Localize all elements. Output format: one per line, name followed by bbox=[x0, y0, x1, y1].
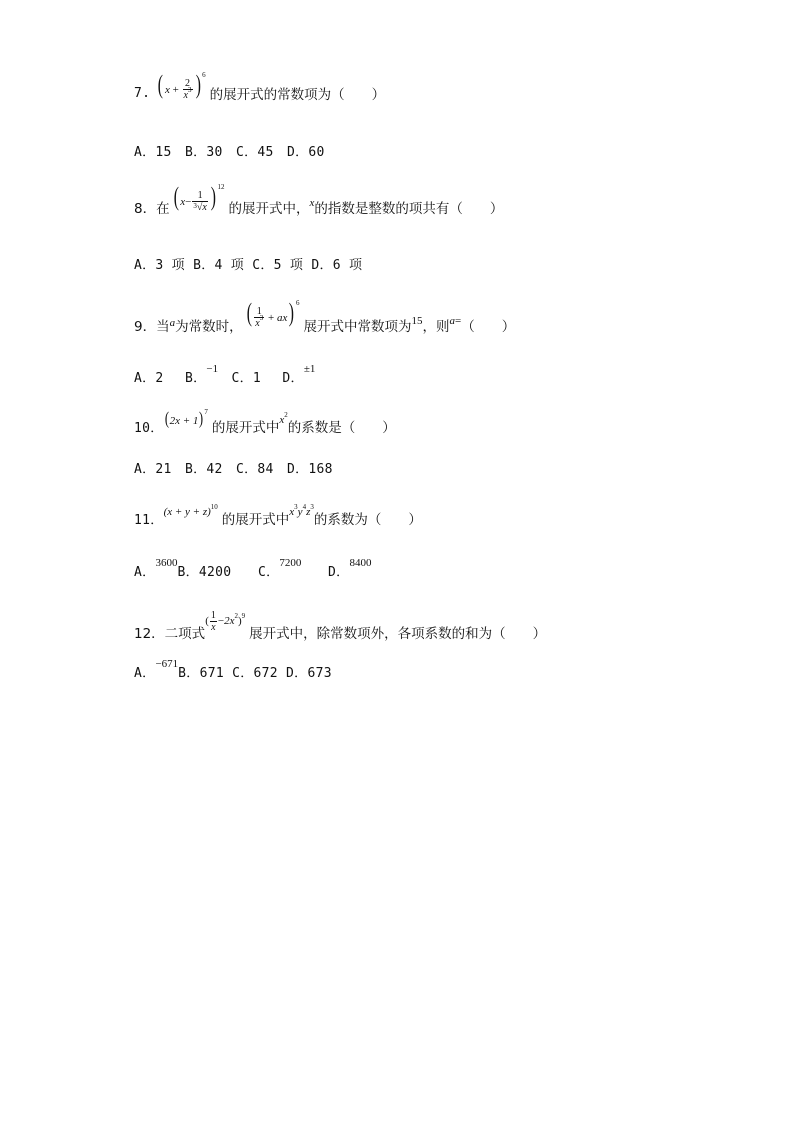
question-text: 展开式中，除常数项外，各项系数的和为（ ） bbox=[249, 625, 547, 642]
math-expression: ( $\frac{1}{x^3}$ + ax) $^6$ bbox=[246, 298, 300, 330]
math-term: $x^3y^4z^3$ bbox=[289, 503, 314, 518]
question-text: 的展开式中， bbox=[228, 201, 310, 218]
math-expression: $(2x + 1)^7$ bbox=[164, 408, 208, 428]
question-text: 的展开式中 bbox=[211, 420, 280, 436]
math-var: $x^2$ bbox=[279, 411, 288, 426]
question-10 bbox=[134, 408, 396, 436]
math-expression: ( x + $\frac{2}{x^3}$ ) $^6$ bbox=[158, 70, 206, 102]
question-number: 7. bbox=[134, 85, 151, 101]
math-value: 15 bbox=[411, 315, 423, 328]
question-number: 12．二项式 bbox=[134, 625, 206, 642]
question-number: 9．当 bbox=[134, 319, 170, 336]
question-9-options: A．2 B． −1 C．1 D． ±1 bbox=[134, 362, 316, 386]
math-equals: = bbox=[455, 315, 462, 328]
question-number: 11． bbox=[134, 512, 164, 528]
question-7 bbox=[134, 70, 386, 108]
question-text: 的指数是整数的项共有（ ） bbox=[314, 201, 504, 218]
question-10-options: A．21 B．42 C．84 D．168 bbox=[134, 462, 333, 477]
question-12-options: A． −671 B．671 C．672 D．673 bbox=[134, 657, 332, 681]
question-text: 展开式中常数项为 bbox=[303, 319, 412, 336]
math-var: a bbox=[169, 317, 176, 330]
question-text: 的系数为（ ） bbox=[313, 512, 422, 528]
math-var: x bbox=[309, 197, 315, 210]
question-text: （ ） bbox=[461, 319, 516, 336]
math-expression: ( x− $\frac{1}{^3√x}$ ) $^{12}$ bbox=[173, 182, 225, 214]
question-8-options: A．3 项 B．4 项 C．5 项 D．6 项 bbox=[134, 258, 363, 273]
question-text: 的展开式的常数项为（ ） bbox=[209, 87, 386, 104]
math-expression: ( $\frac{1}{x}$ $-2x^2)^9$ bbox=[205, 610, 246, 633]
question-number: 8．在 bbox=[134, 201, 170, 218]
math-expression: $(x + y + z)^{10}$ bbox=[163, 503, 218, 518]
question-text: 的展开式中 bbox=[221, 512, 290, 528]
question-8 bbox=[134, 182, 504, 218]
question-11 bbox=[134, 502, 422, 528]
question-9 bbox=[134, 298, 516, 336]
question-12 bbox=[134, 610, 547, 642]
question-7-options: A．15 B．30 C．45 D．60 bbox=[134, 145, 325, 160]
question-text: 为常数时， bbox=[175, 319, 243, 336]
question-11-options: A． 3600 B．4200 C． 7200 D． 8400 bbox=[134, 556, 372, 580]
question-text: 的系数是（ ） bbox=[287, 420, 396, 436]
question-number: 10． bbox=[134, 420, 164, 436]
math-var: a bbox=[449, 315, 455, 328]
question-text: ，则 bbox=[422, 319, 450, 336]
